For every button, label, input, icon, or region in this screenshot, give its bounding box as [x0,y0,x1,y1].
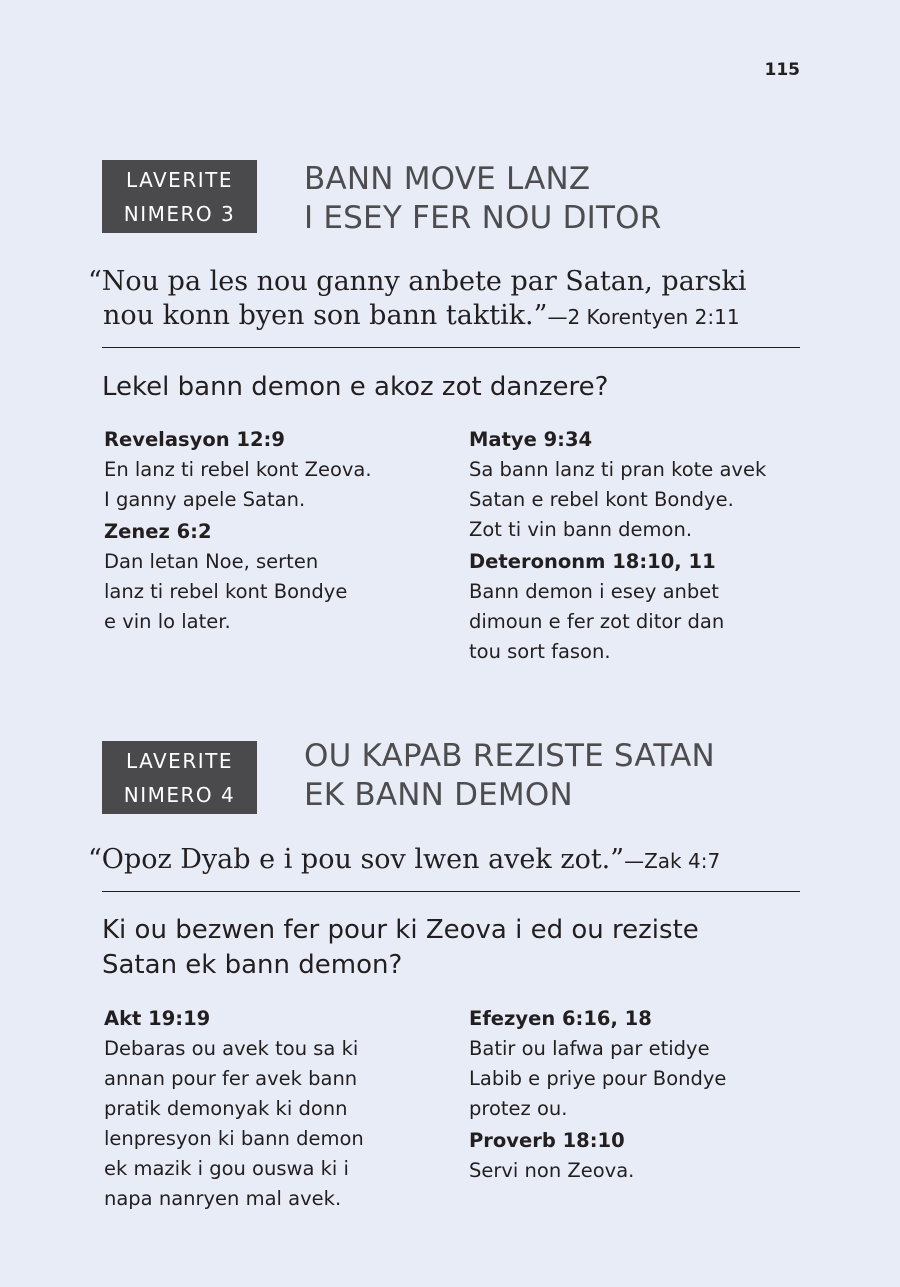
scripture-reference: Proverb 18:10 [469,1129,625,1152]
section-heading [304,737,715,815]
entry-text: Bann demon i esey anbet [469,580,719,603]
right-column [469,425,809,669]
section-question [102,370,802,405]
entry-text: Batir ou lafwa par etidye [469,1037,710,1060]
section-question [102,913,802,983]
scripture-entry [104,1004,444,1214]
question-line: Satan ek bann demon? [102,950,403,980]
entry-text: Dan letan Noe, serten [104,550,319,573]
divider [102,891,800,892]
left-column [104,425,444,639]
entry-text: lenpresyon ki bann demon [104,1127,364,1150]
quote-line [88,843,800,878]
section-heading [304,160,661,238]
entry-text: Satan e rebel kont Bondye. [469,488,734,511]
entry-text: pratik demonyak ki donn [104,1097,348,1120]
scripture-entry [469,425,809,545]
quote-text: “Opoz Dyab e i pou sov lwen avek zot.” [88,844,625,875]
scripture-reference: Matye 9:34 [469,428,593,451]
heading-line: EK BANN DEMON [304,777,573,813]
truth-badge [102,741,257,814]
entry-text: Zot ti vin bann demon. [469,518,693,541]
quote-line: “Nou pa les nou ganny anbete par Satan, parski [88,266,747,297]
scripture-entry [469,547,809,667]
entry-text: annan pour fer avek bann [104,1067,358,1090]
quote-reference: —Zak 4:7 [624,849,721,873]
question-line: Ki ou bezwen fer pour ki Zeova i ed ou reziste [102,915,699,945]
scripture-reference: Deterononm 18:10, 11 [469,550,716,573]
page-number: 115 [764,60,800,80]
entry-text: protez ou. [469,1097,568,1120]
entry-text: dimoun e fer zot ditor dan [469,610,725,633]
entry-text: Labib e priye pour Bondye [469,1067,727,1090]
entry-text: En lanz ti rebel kont Zeova. [104,458,372,481]
badge-label: LAVERITE [126,167,233,192]
scripture-reference: Efezyen 6:16, 18 [469,1007,652,1030]
truth-badge [102,160,257,233]
entry-text: I ganny apele Satan. [104,488,306,511]
entry-text: ek mazik i gou ouswa ki i [104,1157,349,1180]
entry-text: lanz ti rebel kont Bondye [104,580,348,603]
badge-number: NIMERO 4 [123,782,236,807]
entry-text: Debaras ou avek tou sa ki [104,1037,359,1060]
scripture-entry [469,1004,809,1124]
right-column [469,1004,809,1188]
entry-text: e vin lo later. [104,610,231,633]
divider [102,347,800,348]
scripture-quote [88,843,800,878]
quote-text: nou konn byen son bann taktik.” [103,300,548,331]
heading-line: BANN MOVE LANZ [304,161,591,197]
quote-line [88,299,800,334]
entry-text: napa nanryen mal avek. [104,1187,342,1210]
scripture-entry [104,517,444,637]
badge-label: LAVERITE [126,748,233,773]
entry-text: tou sort fason. [469,640,611,663]
badge-number: NIMERO 3 [123,201,236,226]
entry-text: Sa bann lanz ti pran kote avek [469,458,767,481]
scripture-reference: Akt 19:19 [104,1007,211,1030]
heading-line: OU KAPAB REZISTE SATAN [304,738,715,774]
scripture-reference: Zenez 6:2 [104,520,212,543]
quote-reference: —2 Korentyen 2:11 [547,305,740,329]
scripture-entry [104,425,444,515]
scripture-entry [469,1126,809,1186]
heading-line: I ESEY FER NOU DITOR [304,200,662,236]
entry-text: Servi non Zeova. [469,1159,635,1182]
scripture-reference: Revelasyon 12:9 [104,428,285,451]
left-column [104,1004,444,1216]
scripture-quote [88,265,800,334]
question-line: Lekel bann demon e akoz zot danzere? [102,372,609,402]
